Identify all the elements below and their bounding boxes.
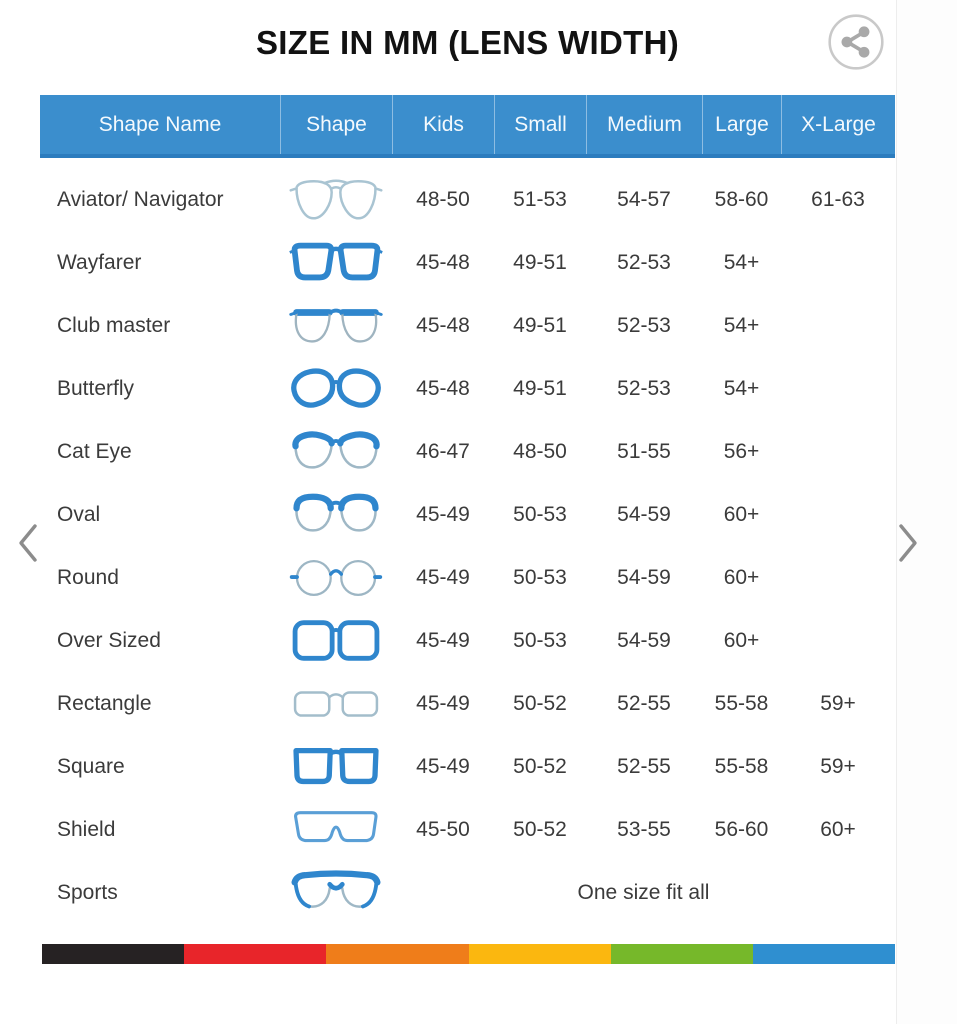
size-value: 50-52	[513, 754, 567, 778]
size-value: 52-55	[617, 754, 671, 778]
shape-name-label: Shield	[57, 817, 116, 841]
cateye-glasses-icon	[280, 426, 392, 478]
size-value: 51-55	[617, 439, 671, 463]
size-value: 54+	[723, 313, 760, 337]
butterfly-glasses-icon	[280, 363, 392, 415]
table-header-row	[40, 95, 895, 158]
size-value: 54-57	[617, 187, 671, 211]
size-value: 55-58	[714, 754, 769, 778]
stripe-segment	[753, 944, 895, 964]
size-value: 60+	[723, 502, 760, 526]
share-icon	[827, 13, 885, 71]
size-value: 49-51	[513, 376, 567, 400]
size-chart-table	[40, 95, 895, 924]
column-header-x-large: X-Large	[781, 95, 895, 154]
size-value: 45-49	[416, 565, 470, 589]
size-value: 53-55	[617, 817, 671, 841]
sports-glasses-icon	[280, 867, 392, 919]
size-value: 60+	[723, 565, 760, 589]
shape-name-label: Square	[57, 754, 125, 778]
size-value: 45-50	[416, 817, 470, 841]
table-row	[40, 168, 895, 231]
stripe-segment	[326, 944, 468, 964]
size-value: 56+	[723, 439, 760, 463]
size-value: 60+	[820, 817, 856, 841]
carousel-next-button[interactable]	[896, 522, 920, 564]
table-row	[40, 294, 895, 357]
table-row	[40, 609, 895, 672]
column-header-medium: Medium	[586, 95, 702, 154]
size-value: 60+	[723, 628, 760, 652]
size-value: 45-48	[416, 250, 470, 274]
size-value: 51-53	[513, 187, 567, 211]
shape-name-label: Rectangle	[57, 691, 152, 715]
chevron-right-icon	[896, 522, 920, 564]
one-size-note: One size fit all	[577, 880, 710, 904]
stripe-segment	[42, 944, 184, 964]
table-row	[40, 672, 895, 735]
rectangle-glasses-icon	[280, 678, 392, 730]
size-value: 52-53	[617, 250, 671, 274]
chevron-left-icon	[16, 522, 40, 564]
size-value: 52-53	[617, 313, 671, 337]
stripe-segment	[184, 944, 326, 964]
size-value: 50-53	[513, 628, 567, 652]
shape-name-label: Aviator/ Navigator	[57, 187, 224, 211]
size-value: 54-59	[617, 502, 671, 526]
size-value: 45-49	[416, 628, 470, 652]
right-gutter	[896, 0, 957, 1024]
shape-name-label: Club master	[57, 313, 171, 337]
square-glasses-icon	[280, 741, 392, 793]
size-value: 49-51	[513, 313, 567, 337]
shape-name-label: Oval	[57, 502, 101, 526]
size-value: 45-49	[416, 691, 470, 715]
table-row	[40, 735, 895, 798]
wayfarer-glasses-icon	[280, 237, 392, 289]
shape-name-label: Over Sized	[57, 628, 161, 652]
size-value: 56-60	[714, 817, 769, 841]
size-value: 49-51	[513, 250, 567, 274]
brand-color-stripe	[42, 944, 895, 964]
size-value: 48-50	[416, 187, 470, 211]
page-title: SIZE IN MM (LENS WIDTH)	[255, 24, 680, 61]
shield-glasses-icon	[280, 804, 392, 856]
size-value: 45-48	[416, 313, 470, 337]
shape-name-label: Round	[57, 565, 119, 589]
stripe-segment	[611, 944, 753, 964]
size-value: 59+	[820, 691, 856, 715]
size-value: 45-48	[416, 376, 470, 400]
oval-glasses-icon	[280, 489, 392, 541]
carousel-prev-button[interactable]	[16, 522, 40, 564]
size-value: 50-52	[513, 817, 567, 841]
column-header-shape-name: Shape Name	[98, 112, 222, 136]
column-header-large: Large	[702, 95, 781, 154]
table-row	[40, 861, 895, 924]
shape-name-label: Cat Eye	[57, 439, 132, 463]
size-value: 50-53	[513, 502, 567, 526]
size-value: 54+	[723, 376, 760, 400]
table-row	[40, 231, 895, 294]
share-button[interactable]	[827, 13, 885, 71]
size-value: 54-59	[617, 628, 671, 652]
size-value: 46-47	[416, 439, 470, 463]
size-value: 50-53	[513, 565, 567, 589]
clubmaster-glasses-icon	[280, 300, 392, 352]
size-value: 45-49	[416, 754, 470, 778]
column-header-shape: Shape	[280, 95, 392, 154]
column-header-kids: Kids	[392, 95, 494, 154]
size-value: 45-49	[416, 502, 470, 526]
size-value: 59+	[820, 754, 856, 778]
size-value: 61-63	[811, 187, 865, 211]
size-value: 54-59	[617, 565, 671, 589]
size-value: 58-60	[714, 187, 769, 211]
size-value: 55-58	[714, 691, 769, 715]
size-value: 50-52	[513, 691, 567, 715]
table-row	[40, 357, 895, 420]
aviator-glasses-icon	[280, 174, 392, 226]
table-body	[40, 158, 895, 924]
size-value: 48-50	[513, 439, 567, 463]
table-row	[40, 546, 895, 609]
round-glasses-icon	[280, 552, 392, 604]
oversized-glasses-icon	[280, 615, 392, 667]
shape-name-label: Butterfly	[57, 376, 135, 400]
shape-name-label: Wayfarer	[57, 250, 142, 274]
size-value: 54+	[723, 250, 760, 274]
column-header-small: Small	[494, 95, 586, 154]
shape-name-label: Sports	[57, 880, 118, 904]
table-row	[40, 798, 895, 861]
table-row	[40, 483, 895, 546]
table-row	[40, 420, 895, 483]
stripe-segment	[469, 944, 611, 964]
size-value: 52-55	[617, 691, 671, 715]
size-value: 52-53	[617, 376, 671, 400]
